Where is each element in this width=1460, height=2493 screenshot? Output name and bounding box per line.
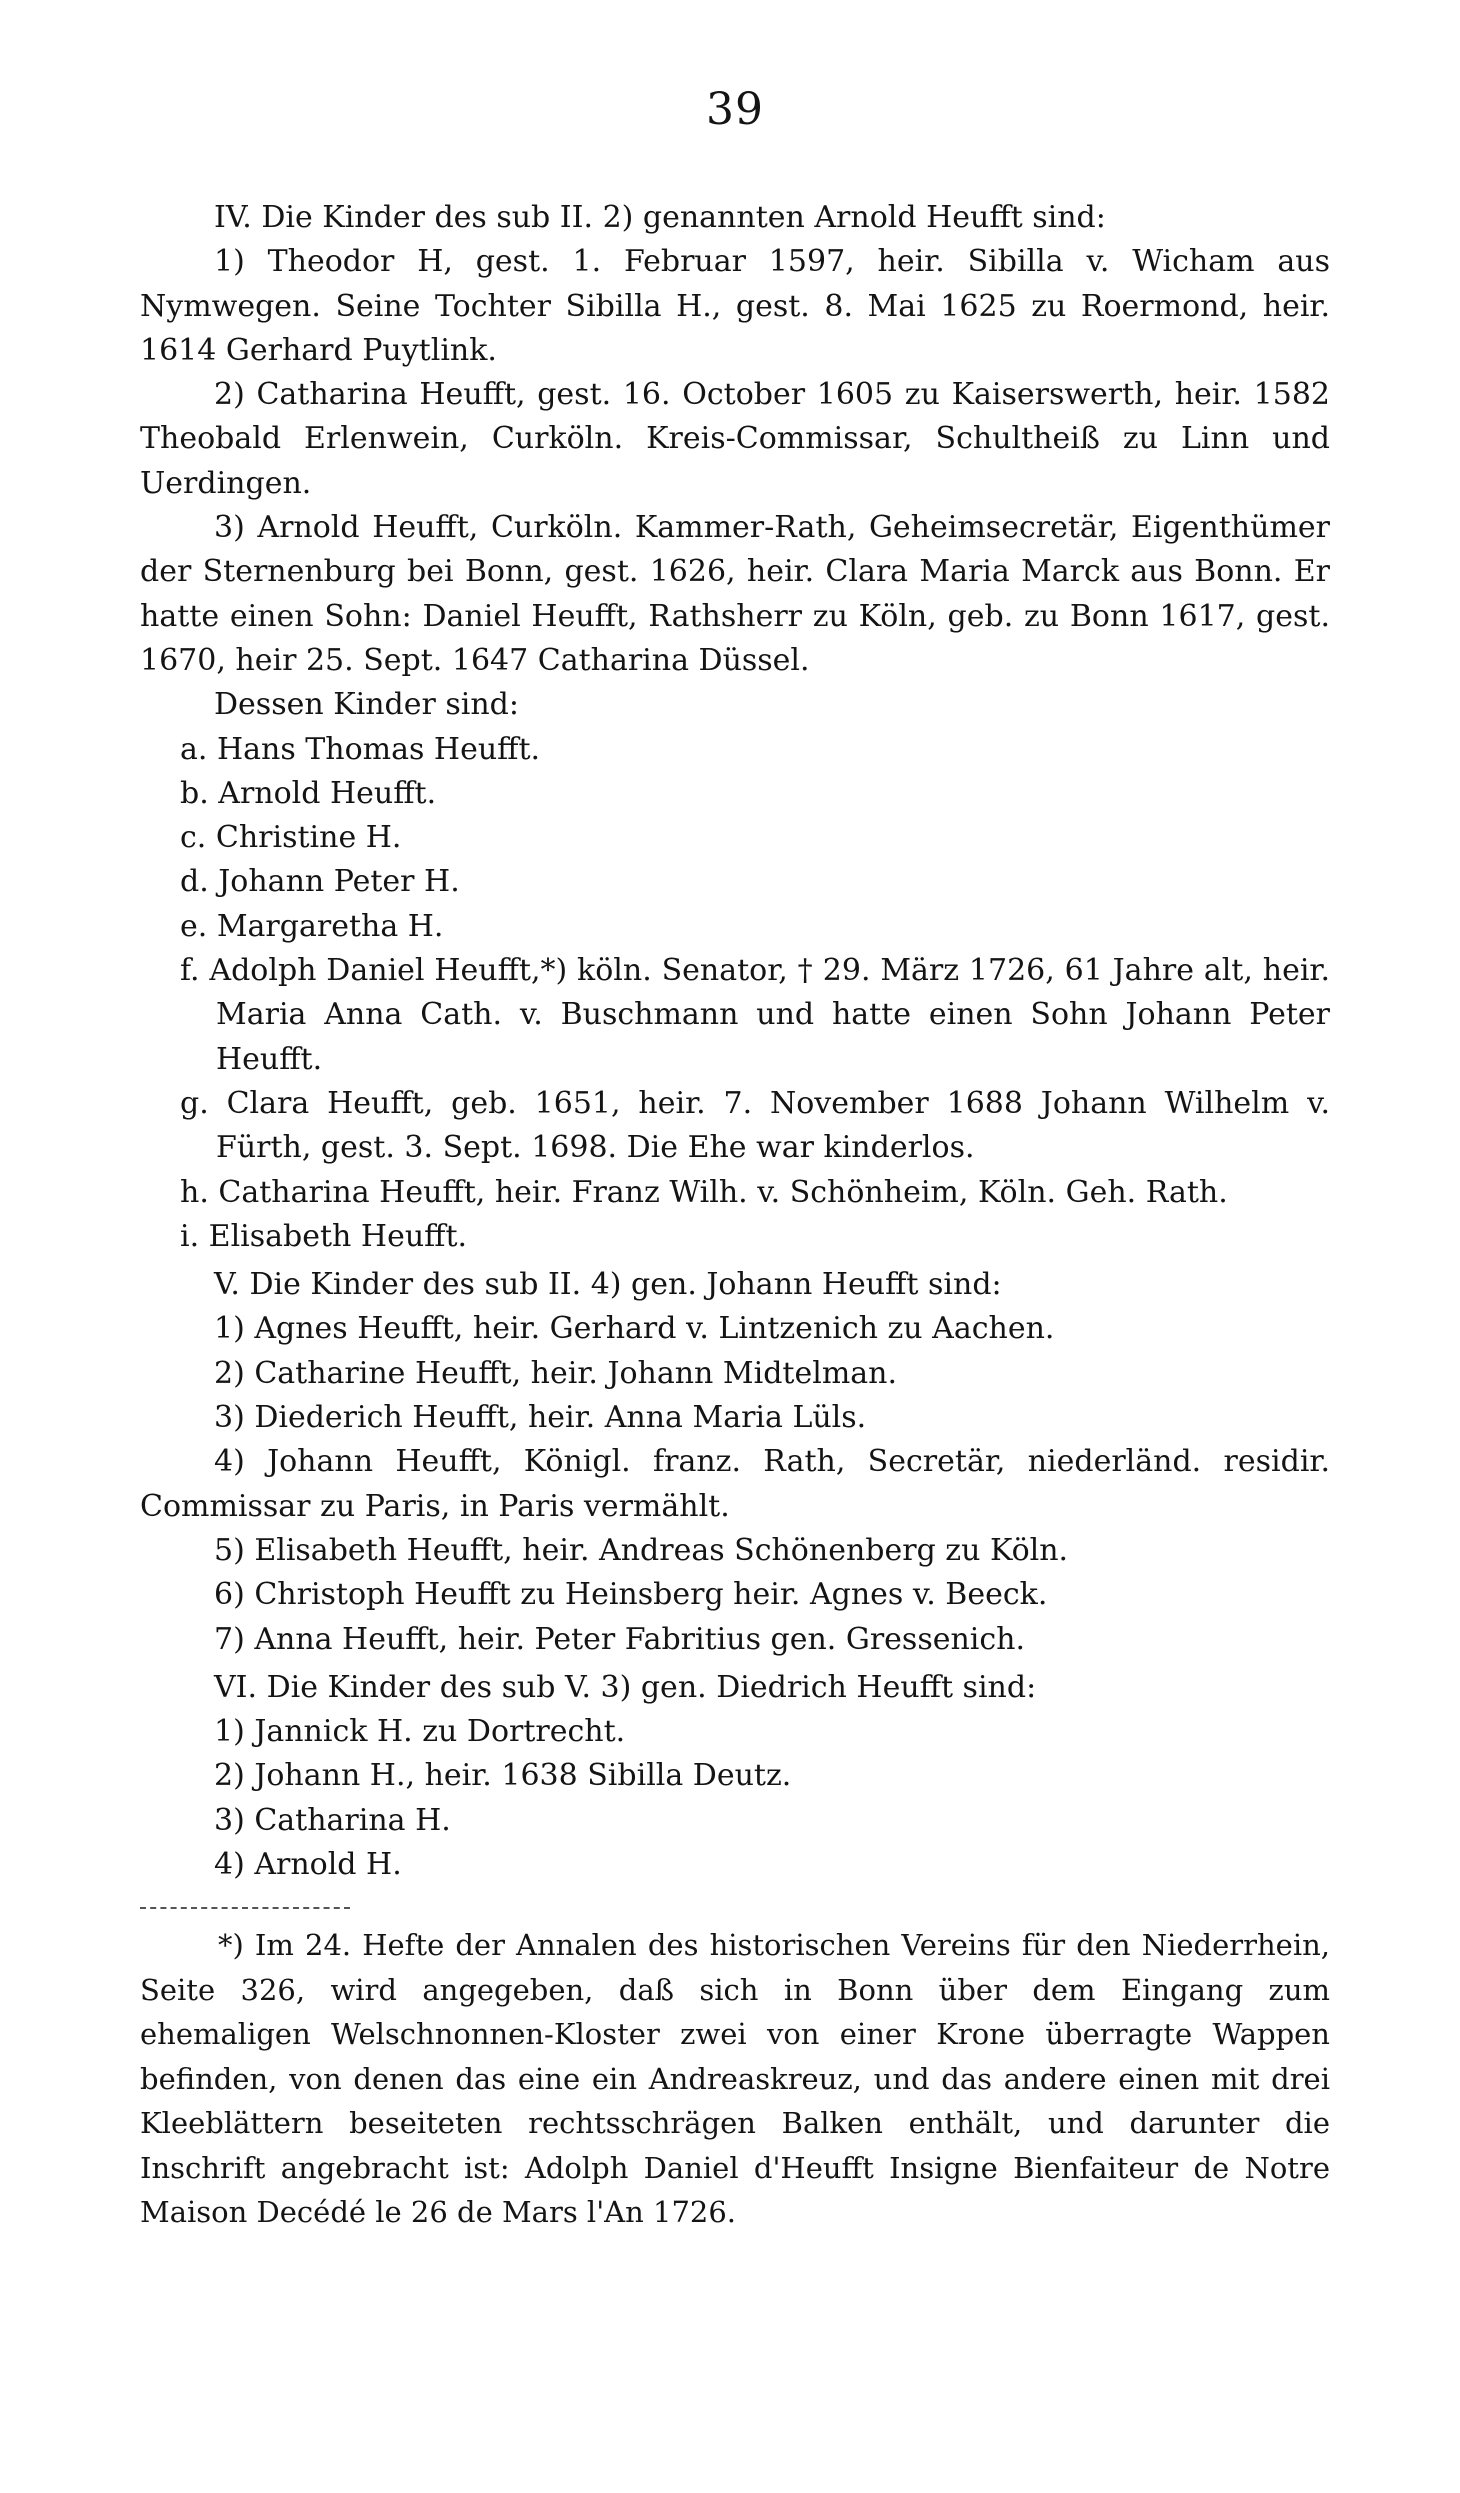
footnote: *) Im 24. Hefte der Annalen des historischen Vereins für den Niederrhein, Seite 326, wird angegeben, daß sich in Bonn über dem Eingang zum ehemaligen Welschnonnen-Kloster zwei von einer Krone überragte Wappen befinden, von denen das eine ein Andreaskreuz, und das andere einen mit drei Kleeblättern beseiteten rechtsschrägen Balken enthält, und darunter die Inschrift angebracht ist: Adolph Daniel d'Heufft Insigne Bienfaiteur de Notre Maison Decédé le 26 de Mars l'An 1726. <box>140 1928 1330 2230</box>
child-d: d. Johann Peter H. <box>180 864 460 900</box>
section-v-item-7: 7) Anna Heufft, heir. Peter Fabritius gen. Gressenich. <box>214 1621 1026 1657</box>
child-c: c. Christine H. <box>180 820 402 856</box>
section-vi-item-2: 2) Johann H., heir. 1638 Sibilla Deutz. <box>214 1758 792 1794</box>
section-v-item-6: 6) Christoph Heufft zu Heinsberg heir. Agnes v. Beeck. <box>214 1577 1048 1613</box>
section-iv-entry-2: 2) Catharina Heufft, gest. 16. October 1605 zu Kaiserswerth, heir. 1582 Theobald Erlenwein, Curköln. Kreis-Commissar, Schultheiß zu Linn und Uerdingen. <box>140 377 1330 501</box>
section-v-item-1: 1) Agnes Heufft, heir. Gerhard v. Lintzenich zu Aachen. <box>214 1311 1055 1347</box>
child-i: i. Elisabeth Heufft. <box>180 1218 468 1254</box>
child-e: e. Margaretha H. <box>180 908 444 944</box>
child-h: h. Catharina Heufft, heir. Franz Wilh. v. Schönheim, Köln. Geh. Rath. <box>180 1174 1228 1210</box>
section-vi-heading: VI. Die Kinder des sub V. 3) gen. Diedrich Heufft sind: <box>214 1669 1037 1705</box>
section-vi-item-4: 4) Arnold H. <box>214 1846 402 1882</box>
footnote-divider <box>140 1907 350 1909</box>
child-g: g. Clara Heufft, geb. 1651, heir. 7. November 1688 Johann Wilhelm v. Fürth, gest. 3. Sept. 1698. Die Ehe war kinderlos. <box>180 1085 1330 1166</box>
page-body <box>140 196 1330 2235</box>
section-iv-entry-1: 1) Theodor H, gest. 1. Februar 1597, heir. Sibilla v. Wicham aus Nymwegen. Seine Tochter Sibilla H., gest. 8. Mai 1625 zu Roermond, heir. 1614 Gerhard Puytlink. <box>140 244 1330 368</box>
child-a: a. Hans Thomas Heufft. <box>180 731 541 767</box>
child-f: f. Adolph Daniel Heufft,*) köln. Senator, † 29. März 1726, 61 Jahre alt, heir. Maria Anna Cath. v. Buschmann und hatte einen Sohn Johann Peter Heufft. <box>180 953 1330 1077</box>
section-v-item-3: 3) Diederich Heufft, heir. Anna Maria Lüls. <box>214 1400 867 1436</box>
page-number: 39 <box>706 84 764 135</box>
child-b: b. Arnold Heufft. <box>180 775 437 811</box>
section-vi-item-1: 1) Jannick H. zu Dortrecht. <box>214 1714 626 1750</box>
section-iv-entry-3: 3) Arnold Heufft, Curköln. Kammer-Rath, Geheimsecretär, Eigenthümer der Sternenburg bei Bonn, gest. 1626, heir. Clara Maria Marck aus Bonn. Er hatte einen Sohn: Daniel Heufft, Rathsherr zu Köln, geb. zu Bonn 1617, gest. 1670, heir 25. Sept. 1647 Catharina Düssel. <box>140 510 1330 678</box>
section-v-heading: V. Die Kinder des sub II. 4) gen. Johann Heufft sind: <box>214 1267 1002 1303</box>
children-intro: Dessen Kinder sind: <box>214 687 519 723</box>
section-v-item-4: 4) Johann Heufft, Königl. franz. Rath, Secretär, niederländ. residir. Commissar zu Paris, in Paris vermählt. <box>140 1444 1330 1524</box>
section-iv-heading: IV. Die Kinder des sub II. 2) genannten Arnold Heufft sind: <box>214 200 1106 235</box>
section-v-item-5: 5) Elisabeth Heufft, heir. Andreas Schönenberg zu Köln. <box>214 1532 1069 1568</box>
section-vi-item-3: 3) Catharina H. <box>214 1802 451 1838</box>
section-v-item-2: 2) Catharine Heufft, heir. Johann Midtelman. <box>214 1355 898 1391</box>
